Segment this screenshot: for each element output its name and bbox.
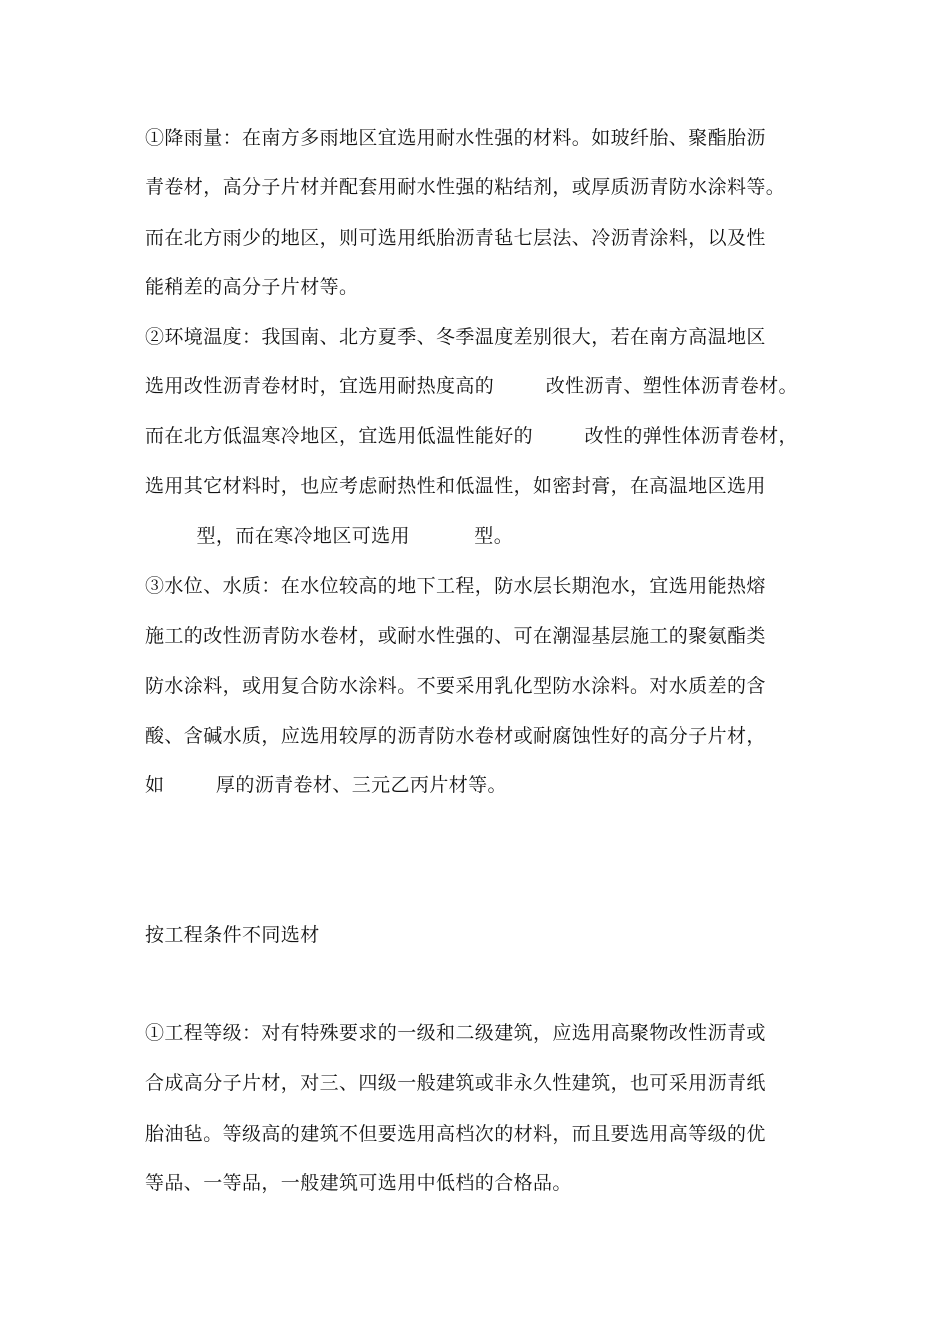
text-line: 选用其它材料时，也应考虑耐热性和低温性，如密封膏，在高温地区选用 [145,475,766,497]
text-line: 施工的改性沥青防水卷材，或耐水性强的、可在潮湿基层施工的聚氨酯类 [145,625,766,647]
text-line: 如 厚的沥青卷材、三元乙丙片材等。 [145,774,507,796]
text-line: 青卷材，高分子片材并配套用耐水性强的粘结剂，或厚质沥青防水涂料等。 [145,176,786,198]
text-line: 能稍差的高分子片材等。 [145,276,359,298]
text-line: 胎油毡。等级高的建筑不但要选用高档次的材料，而且要选用高等级的优 [145,1123,766,1145]
text-line: 等品、一等品，一般建筑可选用中低档的合格品。 [145,1172,572,1194]
text-line: 酸、含碱水质，应选用较厚的沥青防水卷材或耐腐蚀性好的高分子片材， [145,725,766,747]
section-heading: 按工程条件不同选材 [145,924,320,946]
text-line: 合成高分子片材，对三、四级一般建筑或非永久性建筑，也可采用沥青纸 [145,1072,766,1094]
text-line: 而在北方低温寒冷地区，宜选用低温性能好的 改性的弹性体沥青卷材， [145,425,798,447]
text-line: ③水位、水质：在水位较高的地下工程，防水层长期泡水，宜选用能热熔 [145,575,766,597]
text-line: 型，而在寒冷地区可选用 型。 [145,525,514,547]
text-line: 而在北方雨少的地区，则可选用纸胎沥青毡七层法、冷沥青涂料，以及性 [145,227,766,249]
text-line: ②环境温度：我国南、北方夏季、冬季温度差别很大，若在南方高温地区 [145,326,766,348]
text-line: ①工程等级：对有特殊要求的一级和二级建筑，应选用高聚物改性沥青或 [145,1022,766,1044]
text-line: 选用改性沥青卷材时，宜选用耐热度高的 改性沥青、塑性体沥青卷材。 [145,375,798,397]
text-line: ①降雨量：在南方多雨地区宜选用耐水性强的材料。如玻纤胎、聚酯胎沥 [145,127,766,149]
text-line: 防水涂料，或用复合防水涂料。不要采用乳化型防水涂料。对水质差的含 [145,675,766,697]
